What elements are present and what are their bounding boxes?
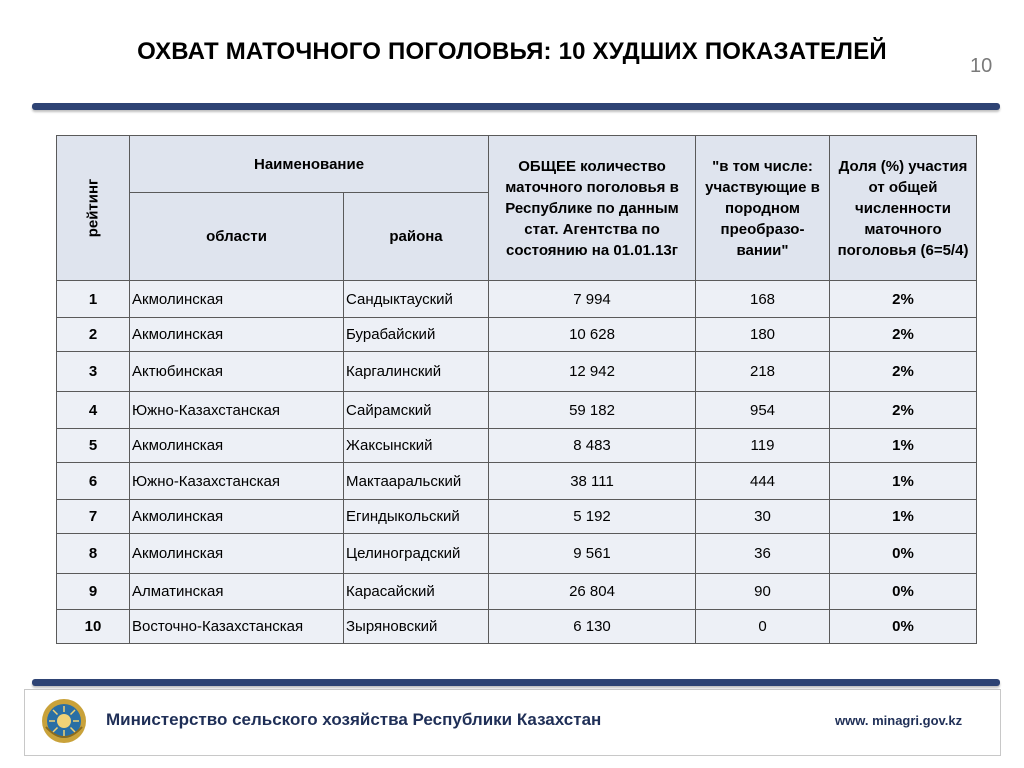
district-cell: Мактааральский [344, 463, 489, 500]
share-cell: 0% [830, 610, 977, 644]
ranking-table [56, 135, 977, 644]
total-cell: 7 994 [489, 281, 696, 318]
share-cell: 2% [830, 281, 977, 318]
table-row [57, 500, 977, 534]
district-cell: Зыряновский [344, 610, 489, 644]
participating-cell: 30 [696, 500, 830, 534]
participating-cell: 0 [696, 610, 830, 644]
header-share: Доля (%) участия от общей численности маточного поголовья (6=5/4) [830, 136, 977, 281]
state-emblem-icon [40, 697, 88, 745]
table-row [57, 392, 977, 429]
participating-cell: 119 [696, 429, 830, 463]
total-cell: 12 942 [489, 352, 696, 392]
district-cell: Карасайский [344, 574, 489, 610]
rank-cell: 10 [57, 610, 130, 644]
header-rating-label: рейтинг [84, 178, 102, 238]
district-cell: Бурабайский [344, 318, 489, 352]
ministry-name: Министерство сельского хозяйства Республики Казахстан [106, 710, 602, 729]
rank-cell: 9 [57, 574, 130, 610]
share-cell: 0% [830, 574, 977, 610]
rank-cell: 6 [57, 463, 130, 500]
total-cell: 26 804 [489, 574, 696, 610]
district-cell: Целиноградский [344, 534, 489, 574]
region-cell: Южно-Казахстанская [130, 392, 344, 429]
table-row [57, 463, 977, 500]
region-cell: Акмолинская [130, 429, 344, 463]
participating-cell: 168 [696, 281, 830, 318]
rank-cell: 3 [57, 352, 130, 392]
total-cell: 5 192 [489, 500, 696, 534]
participating-cell: 90 [696, 574, 830, 610]
header-name: Наименование [130, 136, 489, 193]
header-region: области [130, 193, 344, 281]
region-cell: Актюбинская [130, 352, 344, 392]
participating-cell: 444 [696, 463, 830, 500]
rank-cell: 2 [57, 318, 130, 352]
rank-cell: 7 [57, 500, 130, 534]
total-cell: 8 483 [489, 429, 696, 463]
table-row [57, 281, 977, 318]
region-cell: Алматинская [130, 574, 344, 610]
district-cell: Сайрамский [344, 392, 489, 429]
bottom-divider [32, 679, 1000, 686]
rank-cell: 1 [57, 281, 130, 318]
participating-cell: 218 [696, 352, 830, 392]
district-cell: Егиндыкольский [344, 500, 489, 534]
total-cell: 38 111 [489, 463, 696, 500]
header-rating [57, 136, 130, 281]
region-cell: Восточно-Казахстанская [130, 610, 344, 644]
table-row [57, 429, 977, 463]
table-row [57, 534, 977, 574]
region-cell: Южно-Казахстанская [130, 463, 344, 500]
region-cell: Акмолинская [130, 318, 344, 352]
total-cell: 10 628 [489, 318, 696, 352]
region-cell: Акмолинская [130, 500, 344, 534]
total-cell: 59 182 [489, 392, 696, 429]
table-row [57, 352, 977, 392]
top-divider [32, 103, 1000, 110]
share-cell: 0% [830, 534, 977, 574]
header-total: ОБЩЕЕ количество маточного поголовья в Республике по данным стат. Агентства по состоянию на 01.01.13г [489, 136, 696, 281]
header-district: района [344, 193, 489, 281]
district-cell: Жаксынский [344, 429, 489, 463]
participating-cell: 954 [696, 392, 830, 429]
page-title: ОХВАТ МАТОЧНОГО ПОГОЛОВЬЯ: 10 ХУДШИХ ПОКАЗАТЕЛЕЙ [137, 38, 887, 65]
share-cell: 1% [830, 429, 977, 463]
header-including: "в том числе: участвующие в породном преобразо-вании" [696, 136, 830, 281]
share-cell: 2% [830, 392, 977, 429]
region-cell: Акмолинская [130, 534, 344, 574]
table-row [57, 610, 977, 644]
rank-cell: 8 [57, 534, 130, 574]
table-row [57, 318, 977, 352]
share-cell: 2% [830, 318, 977, 352]
website-link[interactable]: www. minagri.gov.kz [835, 713, 963, 728]
total-cell: 6 130 [489, 610, 696, 644]
page-number: 10 [970, 55, 993, 77]
participating-cell: 36 [696, 534, 830, 574]
rank-cell: 4 [57, 392, 130, 429]
share-cell: 2% [830, 352, 977, 392]
rank-cell: 5 [57, 429, 130, 463]
total-cell: 9 561 [489, 534, 696, 574]
table-row [57, 574, 977, 610]
participating-cell: 180 [696, 318, 830, 352]
share-cell: 1% [830, 500, 977, 534]
region-cell: Акмолинская [130, 281, 344, 318]
share-cell: 1% [830, 463, 977, 500]
district-cell: Сандыктауский [344, 281, 489, 318]
district-cell: Каргалинский [344, 352, 489, 392]
